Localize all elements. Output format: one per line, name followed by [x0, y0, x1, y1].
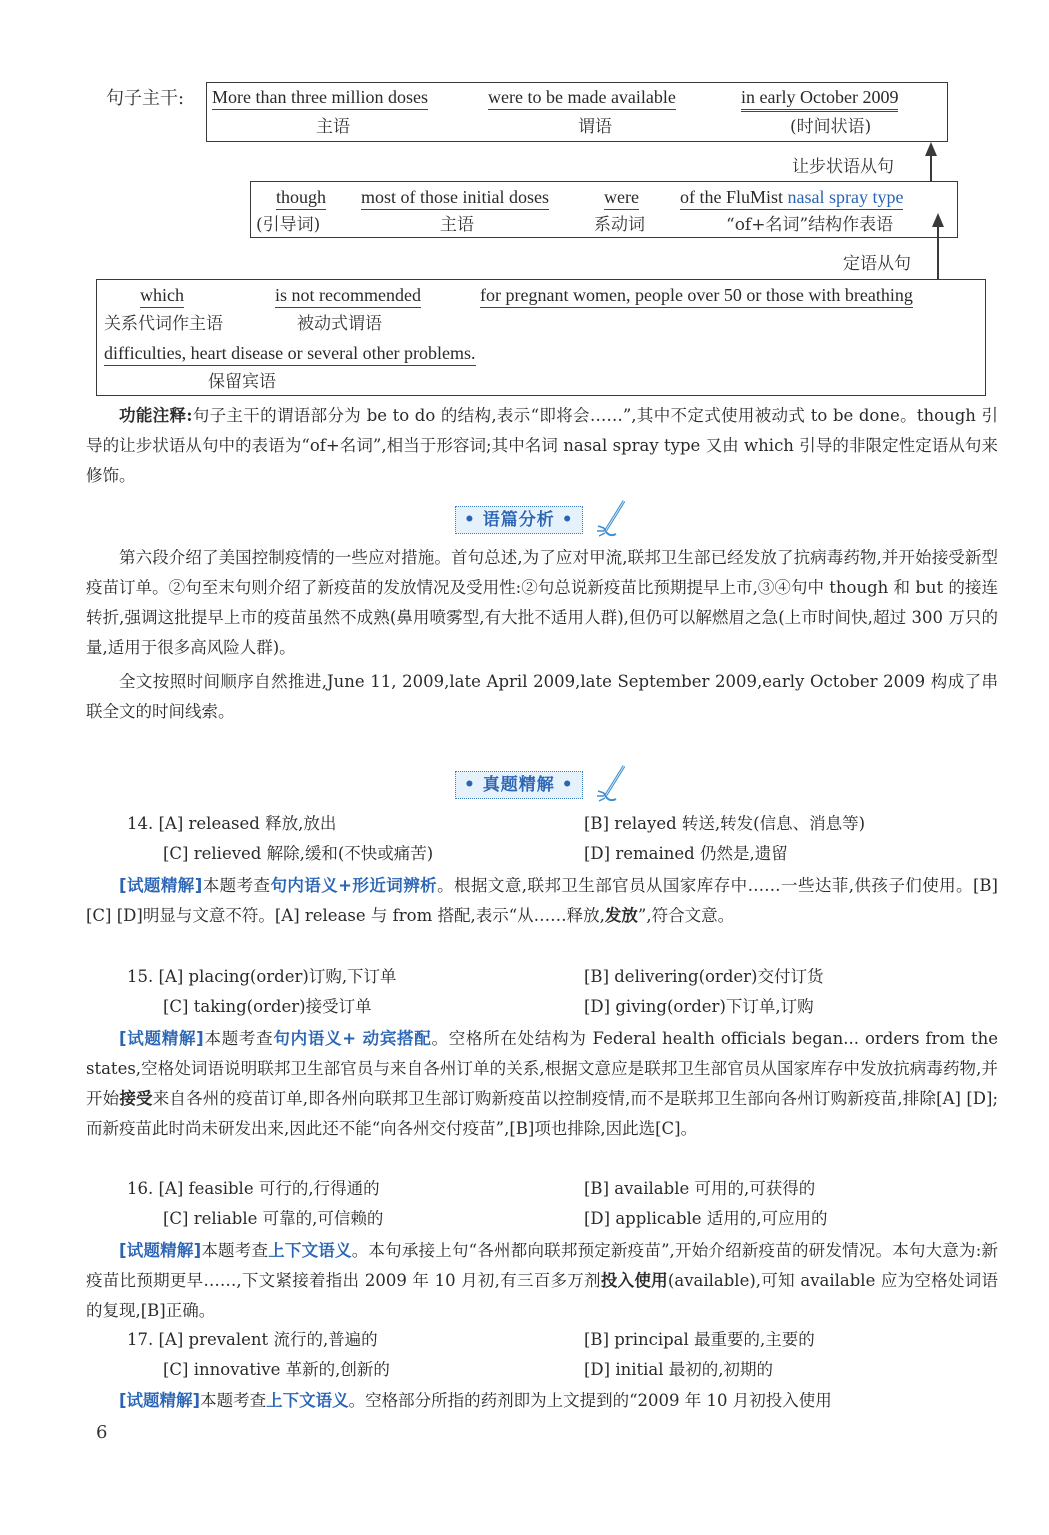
- option-b: [B] available 可用的,可获得的: [584, 1179, 816, 1198]
- explanation-pre: 本题考查: [201, 1241, 269, 1260]
- predicative-highlight: nasal spray type: [787, 187, 904, 207]
- explanation-pre: 本题考查: [203, 1029, 274, 1048]
- concessive-subject-role: 主语: [440, 215, 474, 235]
- explanation-keyword: 上下文语义: [268, 1241, 352, 1260]
- option-c: [C] innovative 革新的,创新的: [163, 1360, 390, 1379]
- section-title-exam-explained: • 真题精解 •: [455, 771, 583, 799]
- explanation-bold: 发放: [604, 906, 638, 925]
- concessive-conj: though: [276, 186, 326, 210]
- attributive-predicate-role: 被动式谓语: [297, 314, 382, 334]
- explanation-keyword: 上下文语义: [266, 1391, 349, 1410]
- explanation-body: 。空格部分所指的药剂即为上文提到的“2009 年 10 月初投入使用: [348, 1391, 832, 1410]
- explanation-tag: [试题精解]: [119, 1029, 204, 1048]
- pen-icon: [594, 763, 628, 803]
- attributive-object-line2: difficulties, heart disease or several other problems.: [104, 342, 476, 366]
- predicative-plain: of the FluMist: [680, 187, 788, 207]
- attributive-relative-role: 关系代词作主语: [104, 314, 223, 334]
- explanation-body: 。本句承接上句“各州都向联邦预定新疫苗”,开始介绍新疫苗的研发情况。本句大意为:新疫苗比预期更早……,下文紧接着指出 2009 年 10 月初,有三百多万剂: [86, 1241, 998, 1290]
- option-d: [D] remained 仍然是,遗留: [584, 844, 788, 863]
- explanation-pre: 本题考查: [200, 1391, 267, 1410]
- concessive-conj-role: (引导词): [256, 215, 321, 235]
- pen-icon: [594, 498, 628, 538]
- explanation-bold: 投入使用: [600, 1271, 668, 1290]
- explanation-15: [86, 1024, 998, 1144]
- explanation-tail: 来自各州的疫苗订单,即各州向联邦卫生部订购新疫苗以控制疫情,而不是联邦卫生部向各州订购新疫苗,排除[A] [D];而新疫苗此时尚未研发出来,因此还不能“向各州交付疫苗”,[B]项也排除,因此选[C]。: [86, 1089, 999, 1138]
- connector-line: [930, 154, 932, 182]
- option-a: 15. [A] placing(order)订购,下订单: [127, 967, 397, 986]
- option-d: [D] applicable 适用的,可应用的: [584, 1209, 828, 1228]
- option-a: 16. [A] feasible 可行的,行得通的: [127, 1179, 380, 1198]
- concessive-clause-label: 让步状语从句: [792, 157, 894, 177]
- option-b: [B] delivering(order)交付订货: [584, 967, 824, 986]
- main-adverbial-role: (时间状语): [790, 117, 872, 137]
- concessive-subject: most of those initial doses: [361, 186, 549, 210]
- option-b: [B] relayed 转送,转发(信息、消息等): [584, 814, 866, 833]
- main-clause-label: 句子主干:: [106, 88, 185, 109]
- option-d: [D] giving(order)下订单,订购: [584, 997, 814, 1016]
- main-subject: More than three million doses: [212, 86, 428, 110]
- section-title-discourse-analysis: • 语篇分析 •: [455, 506, 583, 534]
- explanation-14: [86, 871, 998, 931]
- discourse-paragraph-1: 第六段介绍了美国控制疫情的一些应对措施。首句总述,为了应对甲流,联邦卫生部已经发放了抗病毒药物,并开始接受新型疫苗订单。②句至末句则介绍了新疫苗的发放情况及受用性:②句总说新疫苗比预期提早上市,③④句中 though 和 but 的接连转折,强调这批提早上市的疫苗虽然不成熟(鼻用喷雾型,有大批不适用人群),但仍可以解燃眉之急(上市时间快,超过 300 万只的量,适用于很多高风险人群)。: [86, 548, 998, 657]
- option-c: [C] relieved 解除,缓和(不快或痛苦): [163, 844, 434, 863]
- attributive-object-line1: for pregnant women, people over 50 or those with breathing: [480, 284, 913, 308]
- option-c: [C] reliable 可靠的,可信赖的: [163, 1209, 384, 1228]
- explanation-keyword: 句内语义+形近词辨析: [270, 876, 438, 895]
- explanation-tag: [试题精解]: [119, 1241, 202, 1260]
- explanation-tag: [试题精解]: [119, 1391, 201, 1410]
- discourse-paragraph-2: 全文按照时间顺序自然推进,June 11, 2009,late April 2009,late September 2009,early October 2009 构成了串联全文的时间线索。: [86, 672, 998, 721]
- explanation-pre: 本题考查: [202, 876, 271, 895]
- concessive-linking-verb-role: 系动词: [594, 215, 645, 235]
- main-predicate: were to be made available: [488, 86, 676, 110]
- attributive-predicate: is not recommended: [275, 284, 421, 308]
- option-c: [C] taking(order)接受订单: [163, 997, 372, 1016]
- concessive-predicative: [680, 186, 903, 210]
- arrow-up-icon: [932, 213, 944, 227]
- connector-line: [937, 226, 939, 280]
- page-number: 6: [96, 1422, 108, 1443]
- main-subject-role: 主语: [316, 117, 350, 137]
- explanation-tail: (available),可知 available 应为空格处词语的复现,[B]正确。: [86, 1271, 998, 1320]
- explanation-keyword: 句内语义+ 动宾搭配: [273, 1029, 432, 1048]
- explanation-body: 。根据文意,联邦卫生部官员从国家库存中……一些达菲,供孩子们使用。[B] [C] [D]明显与文意不符。[A] release 与 from 搭配,表示“从……释放,: [86, 876, 998, 925]
- explanation-16: [86, 1236, 998, 1326]
- option-b: [B] principal 最重要的,主要的: [584, 1330, 815, 1349]
- main-predicate-role: 谓语: [578, 117, 612, 137]
- attributive-object-role: 保留宾语: [208, 372, 276, 392]
- function-note-text: 句子主干的谓语部分为 be to do 的结构,表示“即将会……”,其中不定式使用被动式 to be done。though 引导的让步状语从句中的表语为“of+名词”,相当于形容词;其中名词 nasal spray type 又由 which 引导的非限定性定语从句来修饰。: [86, 406, 998, 485]
- explanation-bold: 接受: [119, 1089, 153, 1108]
- attributive-clause-label: 定语从句: [843, 254, 911, 274]
- concessive-linking-verb: were: [604, 186, 639, 210]
- attributive-relative: which: [140, 284, 184, 308]
- option-d: [D] initial 最初的,初期的: [584, 1360, 774, 1379]
- discourse-analysis-text: [86, 543, 998, 727]
- explanation-body: 。空格所在处结构为 Federal health officials began... orders from the states,空格处词语说明联邦卫生部官员与来自各州订单的关系,根据文意应是联邦卫生部官员从国家库存中发放抗病毒药物,并开始: [86, 1029, 998, 1108]
- explanation-tail: ”,符合文意。: [637, 906, 735, 925]
- option-a: 17. [A] prevalent 流行的,普遍的: [127, 1330, 378, 1349]
- concessive-predicative-role: “of+名词”结构作表语: [726, 215, 894, 235]
- function-note-label: 功能注释:: [119, 406, 193, 425]
- function-note: [86, 401, 998, 491]
- main-adverbial: in early October 2009: [741, 86, 898, 112]
- explanation-17: [86, 1386, 998, 1416]
- option-a: 14. [A] released 释放,放出: [127, 814, 337, 833]
- explanation-tag: [试题精解]: [119, 876, 203, 895]
